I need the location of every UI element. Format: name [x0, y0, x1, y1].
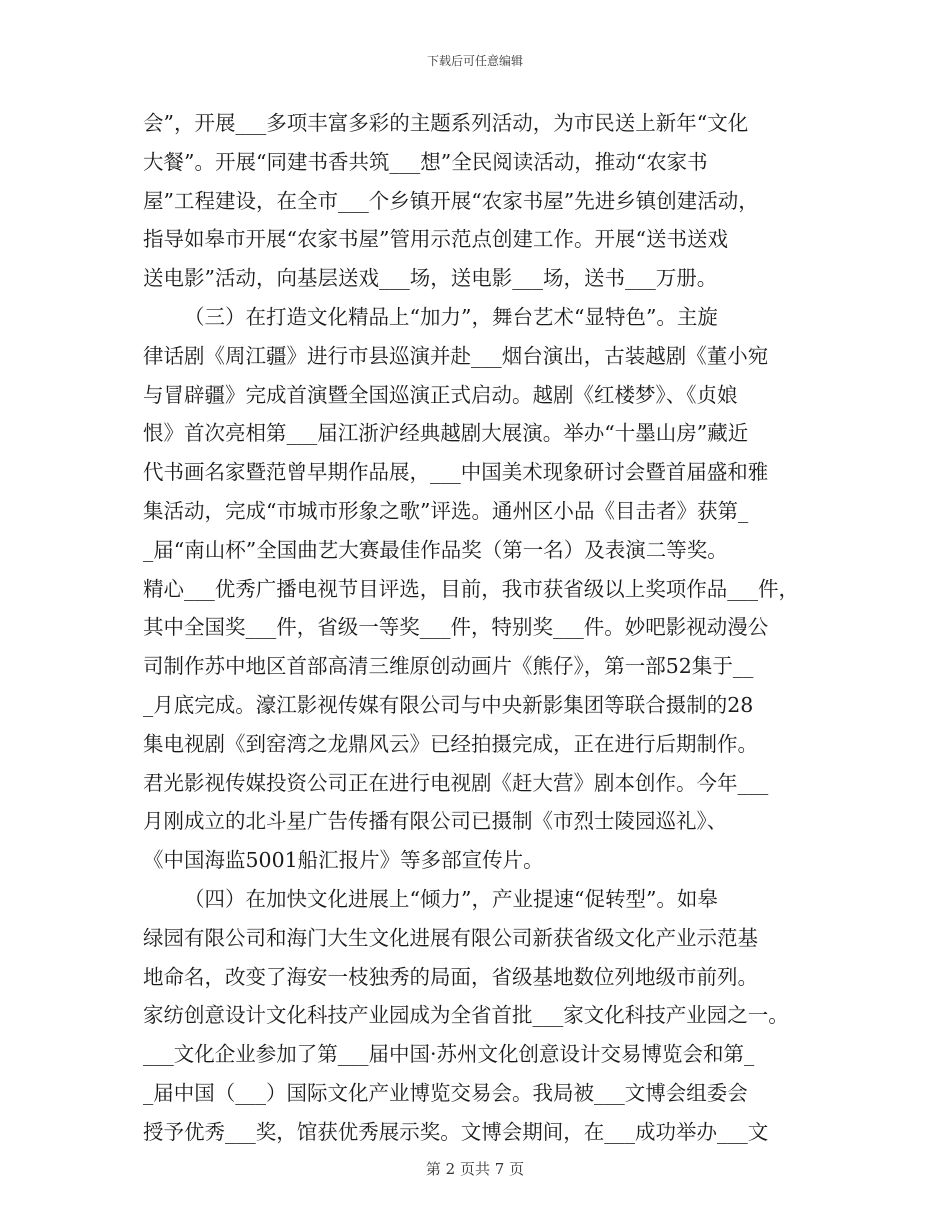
text-line: 代书画名家暨范曾早期作品展，___中国美术现象研讨会暨首届盛和雅: [143, 460, 769, 485]
text-line: 大餐”。开展“同建书香共筑___想”全民阅读活动，推动“农家书: [143, 149, 708, 174]
text-line: 送电影”活动，向基层送戏___场，送电影___场，送书___万册。: [143, 266, 718, 291]
text-line: 君光影视传媒投资公司正在进行电视剧《赶大营》剧本创作。今年___: [143, 770, 769, 795]
text-line: 精心___优秀广播电视节目评选，目前，我市获省级以上奖项作品___件，: [143, 576, 799, 601]
text-line: ___文化企业参加了第___届中国·苏州文化创意设计交易博览会和第_: [143, 1042, 755, 1067]
text-line: 授予优秀___奖，馆获优秀展示奖。文博会期间，在___成功举办___文: [143, 1119, 769, 1144]
section-four-start: （四）在加快文化进展上“倾力”，产业提速“促转型”。如皋: [184, 886, 718, 911]
text-line: _届“南山杯”全国曲艺大赛最佳作品奖（第一名）及表演二等奖。: [143, 537, 728, 562]
text-line: 其中全国奖___件，省级一等奖___件，特别奖___件。妙吧影视动漫公: [143, 615, 769, 640]
text-line: 集电视剧《到窑湾之龙鼎风云》已经拍摄完成，正在进行后期制作。: [143, 731, 758, 756]
text-line: 指导如皋市开展“农家书屋”管用示范点创建工作。开展“送书送戏: [143, 227, 728, 252]
text-line: _届中国（___）国际文化产业博览交易会。我局被___文博会组委会: [143, 1080, 748, 1105]
text-line: 会”，开展___多项丰富多彩的主题系列活动，为市民送上新年“文化: [143, 111, 749, 135]
text-line: _月底完成。濠江影视传媒有限公司与中央新影集团等联合摄制的28: [143, 692, 754, 717]
text-line: 《中国海监5001船汇报片》等多部宣传片。: [143, 848, 544, 873]
text-line: 家纺创意设计文化科技产业园成为全省首批___家文化科技产业园之一。: [143, 1003, 789, 1028]
document-body: [143, 104, 813, 1152]
page-number-footer: 第 2 页共 7 页: [425, 1160, 525, 1178]
text-line: 地命名，改变了海安一枝独秀的局面，省级基地数位列地级市前列。: [143, 964, 758, 989]
text-line: 与冒辟疆》完成首演暨全国巡演正式启动。越剧《红楼梦》、《贞娘: [143, 382, 738, 407]
section-three-start: （三）在打造文化精品上“加力”，舞台艺术“显特色”。主旋: [184, 304, 718, 329]
text-line: 绿园有限公司和海门大生文化进展有限公司新获省级文化产业示范基: [143, 925, 758, 950]
text-line: 集活动，完成“市城市形象之歌”评选。通州区小品《目击者》获第_: [143, 498, 749, 523]
page-header: 下载后可任意编辑: [426, 54, 523, 68]
text-line: 律话剧《周江疆》进行市县巡演并赴___烟台演出，古装越剧《董小宛: [143, 343, 769, 368]
text-line: 司制作苏中地区首部高清三维原创动画片《熊仔》，第一部52集于__: [143, 654, 754, 679]
text-line: 恨》首次亮相第___届江浙沪经典越剧大展演。举办“十墨山房”藏近: [143, 421, 749, 446]
text-line: 月刚成立的北斗星广告传播有限公司已摄制《市烈士陵园巡礼》、: [143, 809, 728, 834]
text-line: 屋”工程建设，在全市___个乡镇开展“农家书屋”先进乡镇创建活动，: [143, 188, 759, 213]
